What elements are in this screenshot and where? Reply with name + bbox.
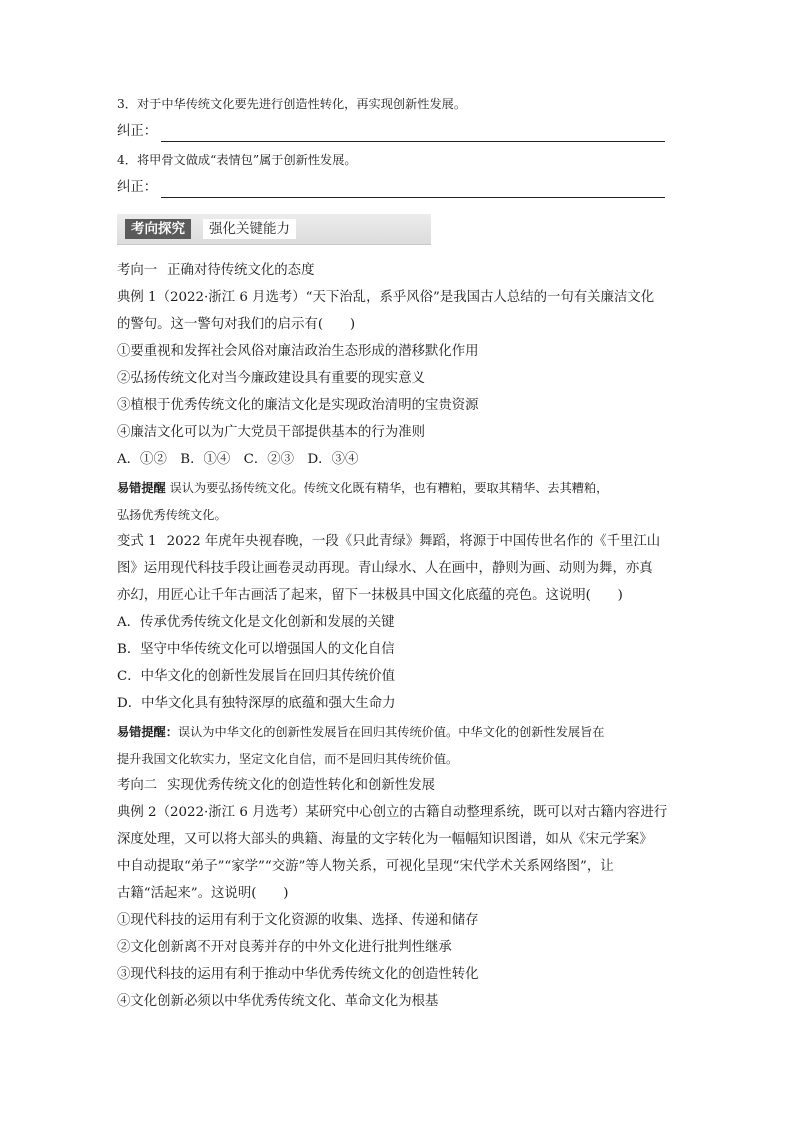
section1-label: 考向一 (117, 263, 158, 278)
example1-option4: ④廉洁文化可以为广大党员干部提供基本的行为准则 (117, 425, 425, 440)
item-3: 3．对于中华传统文化要先进行创造性转化，再实现创新性发展。 (117, 97, 467, 111)
example1-line1: 典例 1（2022·浙江 6 月选考）“天下治乱，系乎风俗”是我国古人总结的一句有关廉洁文化 (117, 290, 655, 305)
section2-title: 实现优秀传统文化的创造性转化和创新性发展 (167, 778, 435, 793)
tip1-line1: 易错提醒 误认为要弘扬传统文化。传统文化既有精华，也有糟粕，要取其精华、去其糟粕， (117, 481, 609, 495)
variant1-label: 变式 1 (117, 534, 157, 549)
variant1-line3: 亦幻，用匠心让千年古画活了起来，留下一抹极具中国文化底蕴的亮色。这说明( ) (117, 588, 623, 603)
variant1-option-b: B．坚守中华传统文化可以增强国人的文化自信 (117, 642, 395, 657)
example1-choices: A．①② B．①④ C．②③ D．③④ (117, 452, 359, 467)
example2-line1: 典例 2（2022·浙江 6 月选考）某研究中心创立的古籍自动整理系统，既可以对古籍内容进行 (117, 805, 668, 820)
section2-label: 考向二 (117, 778, 158, 793)
tip1-label: 易错提醒 (117, 481, 166, 495)
variant1-line2: 图》运用现代科技手段让画卷灵动再现。青山绿水、人在画中，静则为画、动则为舞，亦真 (117, 561, 653, 576)
section1-title: 正确对待传统文化的态度 (167, 263, 315, 278)
section-banner (117, 214, 431, 245)
answer-blank[interactable] (161, 127, 665, 142)
variant1-option-c: C．中华文化的创新性发展旨在回归其传统价值 (117, 669, 396, 684)
tip1-line2: 弘扬优秀传统文化。 (117, 508, 227, 522)
example1-option2: ②弘扬传统文化对当今廉政建设具有重要的现实意义 (117, 371, 425, 386)
example1-option1: ①要重视和发挥社会风俗对廉洁政治生态形成的潜移默化作用 (117, 344, 479, 359)
example2-option4: ④文化创新必须以中华优秀传统文化、革命文化为根基 (117, 994, 439, 1009)
variant1-line1: 变式 1 2022 年虎年央视春晚，一段《只此青绿》舞蹈，将源于中国传世名作的《千里江山 (117, 534, 661, 549)
item-4: 4．将甲骨文做成“表情包”属于创新性发展。 (117, 153, 357, 167)
example2-label: 典例 2 (117, 805, 157, 820)
section2-heading (117, 776, 435, 796)
example2-line4: 古籍“活起来”。这说明( ) (117, 886, 289, 901)
example2-option2: ②文化创新离不开对良莠并存的中外文化进行批判性继承 (117, 940, 452, 955)
correction-label: 纠正： (117, 124, 158, 139)
banner-tag: 考向探究 (125, 219, 191, 239)
example2-option3: ③现代科技的运用有利于推动中华优秀传统文化的创造性转化 (117, 967, 479, 982)
example1-line2: 的警句。这一警句对我们的启示有( ) (117, 317, 356, 332)
correction-line-4[interactable] (117, 178, 665, 198)
correction-label: 纠正： (117, 180, 158, 195)
variant1-option-a: A．传承优秀传统文化是文化创新和发展的关键 (117, 615, 395, 630)
answer-blank[interactable] (161, 183, 665, 198)
example2-option1: ①现代科技的运用有利于文化资源的收集、选择、传递和储存 (117, 913, 479, 928)
example2-line3: 中自动提取“弟子”“家学”“交游”等人物关系，可视化呈现“宋代学术关系网络图”，让 (117, 859, 614, 874)
tip2-line1: 易错提醒：误认为中华文化的创新性发展旨在回归其传统价值。中华文化的创新性发展旨在 (117, 725, 605, 739)
tip2-line2: 提升我国文化软实力，坚定文化自信，而不是回归其传统价值。 (117, 752, 459, 766)
correction-line-3[interactable] (117, 122, 665, 142)
variant1-option-d: D．中华文化具有独特深厚的底蕴和强大生命力 (117, 696, 396, 711)
banner-text: 强化关键能力 (203, 219, 296, 239)
section1-heading (117, 261, 314, 281)
example1-label: 典例 1 (117, 290, 157, 305)
example2-line2: 深度处理，又可以将大部头的典籍、海量的文字转化为一幅幅知识图谱，如从《宋元学案》 (117, 832, 653, 847)
tip2-label: 易错提醒： (117, 725, 178, 739)
example1-option3: ③植根于优秀传统文化的廉洁文化是实现政治清明的宝贵资源 (117, 398, 479, 413)
